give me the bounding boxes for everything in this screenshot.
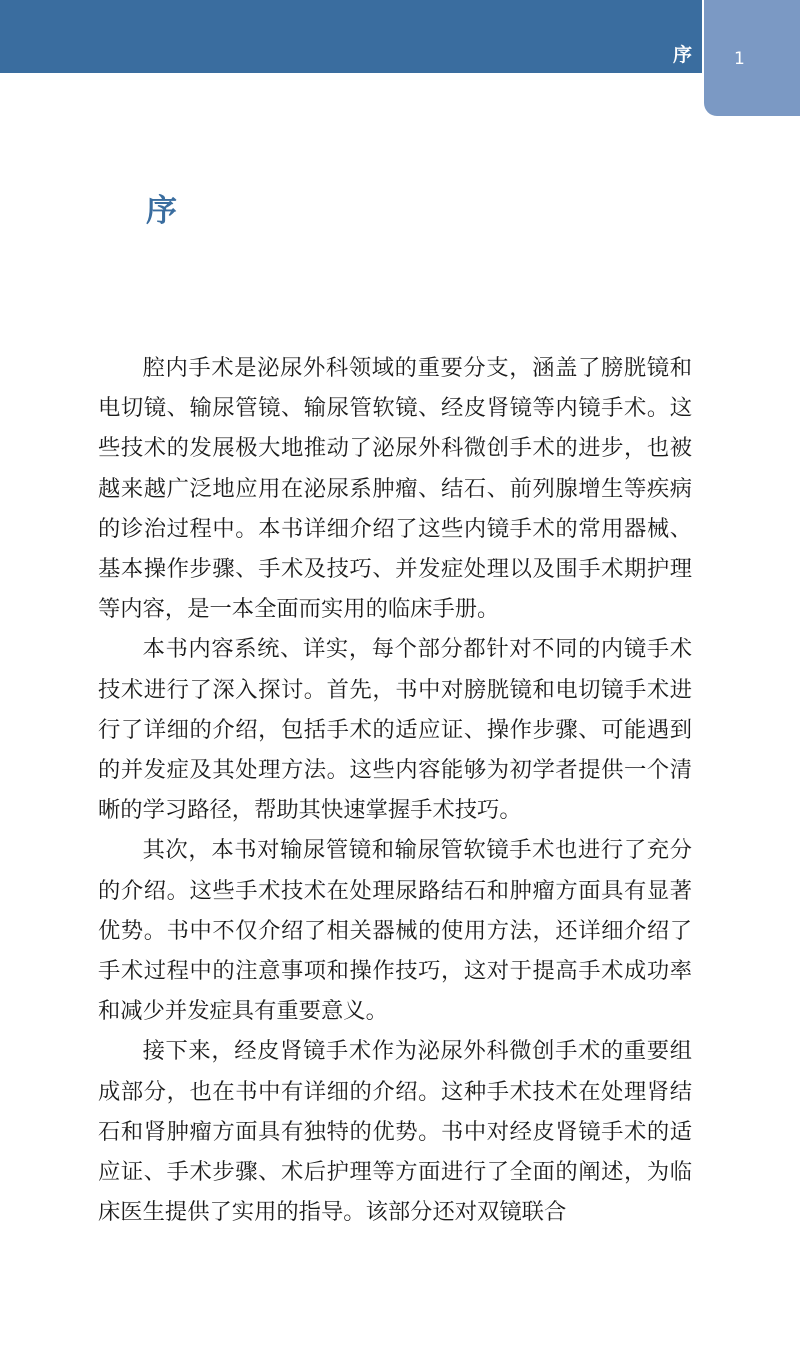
paragraph: 接下来，经皮肾镜手术作为泌尿外科微创手术的重要组成部分，也在书中有详细的介绍。这种手术技术在处理肾结石和肾肿瘤方面具有独特的优势。书中对经皮肾镜手术的适应证、手术步骤、术后护理等方面进行了全面的阐述，为临床医生提供了实用的指导。该部分还对双镜联合 (98, 1038, 692, 1226)
paragraph: 腔内手术是泌尿外科领域的重要分支，涵盖了膀胱镜和电切镜、输尿管镜、输尿管软镜、经皮肾镜等内镜手术。这些技术的发展极大地推动了泌尿外科微创手术的进步，也被越来越广泛地应用在泌尿系肿瘤、结石、前列腺增生等疾病的诊治过程中。本书详细介绍了这些内镜手术的常用器械、基本操作步骤、手术及技巧、并发症处理以及围手术期护理等内容，是一本全面而实用的临床手册。 (98, 355, 692, 623)
page-number-tab (704, 0, 800, 116)
page-number: 1 (734, 49, 745, 69)
paragraph: 其次，本书对输尿管镜和输尿管软镜手术也进行了充分的介绍。这些手术技术在处理尿路结石和肿瘤方面具有显著优势。书中不仅介绍了相关器械的使用方法，还详细介绍了手术过程中的注意事项和操作技巧，这对于提高手术成功率和减少并发症具有重要意义。 (98, 837, 692, 1025)
header-bar (0, 0, 702, 73)
body-text (98, 348, 692, 1232)
paragraph: 本书内容系统、详实，每个部分都针对不同的内镜手术技术进行了深入探讨。首先，书中对膀胱镜和电切镜手术进行了详细的介绍，包括手术的适应证、操作步骤、可能遇到的并发症及其处理方法。这些内容能够为初学者提供一个清晰的学习路径，帮助其快速掌握手术技巧。 (98, 636, 692, 824)
running-title: 序 (672, 44, 692, 66)
section-title: 序 (146, 193, 177, 229)
